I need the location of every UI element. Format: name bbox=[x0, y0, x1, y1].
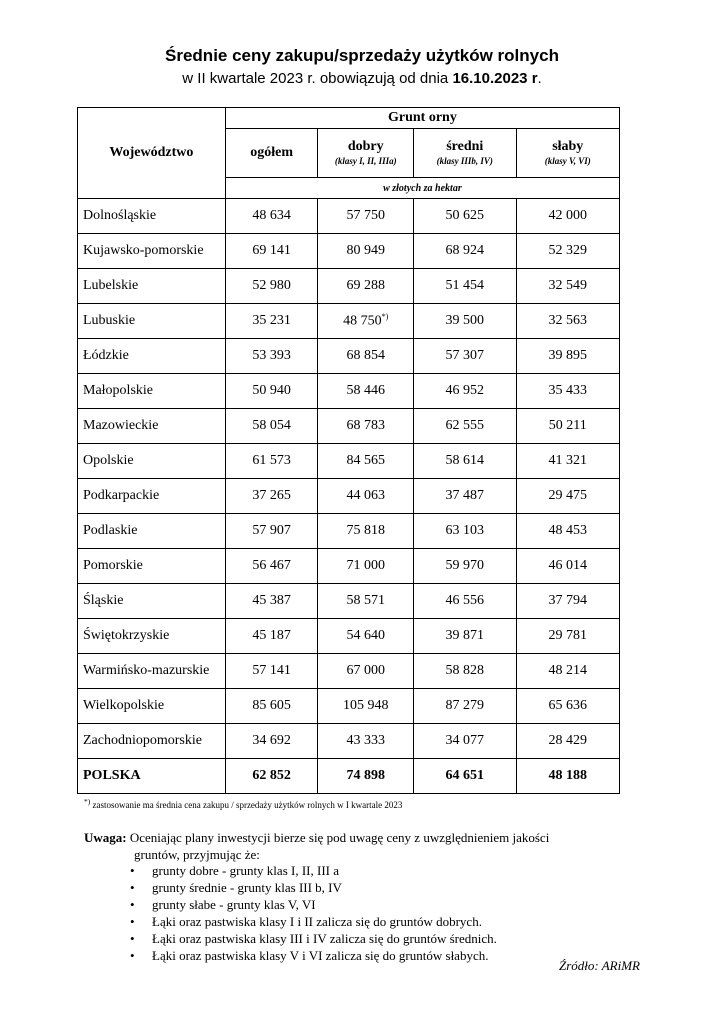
price-value: 37 265 bbox=[252, 488, 291, 503]
price-cell bbox=[414, 584, 517, 619]
price-value: 35 433 bbox=[548, 383, 587, 398]
list-item-text: Łąki oraz pastwiska klasy III i IV zalicza się do gruntów średnich. bbox=[152, 931, 497, 946]
price-cell bbox=[414, 374, 517, 409]
table-body bbox=[78, 199, 620, 794]
price-value: 68 924 bbox=[445, 243, 484, 258]
region-name: Mazowieckie bbox=[78, 409, 226, 444]
price-cell bbox=[318, 689, 414, 724]
header-region: Województwo bbox=[78, 108, 226, 199]
table-row bbox=[78, 269, 620, 304]
price-cell bbox=[414, 304, 517, 339]
price-cell bbox=[318, 724, 414, 759]
price-value: 61 573 bbox=[252, 453, 291, 468]
price-value: 45 187 bbox=[252, 628, 291, 643]
price-value: 58 446 bbox=[346, 383, 385, 398]
price-cell bbox=[225, 724, 318, 759]
bullet-icon: • bbox=[130, 948, 135, 963]
table-row bbox=[78, 444, 620, 479]
price-value: 84 565 bbox=[346, 453, 385, 468]
price-value: 39 500 bbox=[445, 313, 484, 328]
footnote-mark: *) bbox=[84, 797, 91, 806]
price-cell bbox=[414, 444, 517, 479]
price-cell bbox=[414, 514, 517, 549]
price-cell bbox=[516, 374, 619, 409]
price-cell bbox=[225, 689, 318, 724]
price-cell bbox=[516, 514, 619, 549]
region-name: Śląskie bbox=[78, 584, 226, 619]
list-item-text: Łąki oraz pastwiska klasy V i VI zalicza się do gruntów słabych. bbox=[152, 948, 489, 963]
subtitle-date: 16.10.2023 r bbox=[452, 70, 538, 87]
footnote bbox=[84, 797, 402, 810]
price-value: 57 907 bbox=[252, 523, 291, 538]
price-cell bbox=[516, 759, 619, 794]
price-value: 37 794 bbox=[548, 593, 587, 608]
region-name: POLSKA bbox=[78, 759, 226, 794]
price-cell bbox=[318, 514, 414, 549]
price-cell bbox=[516, 199, 619, 234]
price-cell bbox=[225, 619, 318, 654]
list-item-text: Łąki oraz pastwiska klasy I i II zalicza się do gruntów dobrych. bbox=[152, 914, 482, 929]
price-cell bbox=[414, 409, 517, 444]
region-name: Świętokrzyskie bbox=[78, 619, 226, 654]
price-value: 64 651 bbox=[445, 768, 484, 783]
price-value: 58 614 bbox=[445, 453, 484, 468]
price-cell bbox=[318, 304, 414, 339]
price-value: 50 211 bbox=[548, 418, 587, 433]
note-list bbox=[130, 862, 497, 964]
price-value: 42 000 bbox=[548, 208, 587, 223]
price-cell bbox=[225, 759, 318, 794]
price-cell bbox=[516, 479, 619, 514]
table-row bbox=[78, 234, 620, 269]
col-label: słaby bbox=[552, 139, 584, 154]
col-label: średni bbox=[446, 139, 484, 154]
list-item bbox=[130, 879, 497, 896]
price-value: 29 781 bbox=[548, 628, 587, 643]
price-value: 48 214 bbox=[548, 663, 587, 678]
price-cell bbox=[318, 549, 414, 584]
price-cell bbox=[225, 269, 318, 304]
price-cell bbox=[414, 759, 517, 794]
note-label: Uwaga: bbox=[84, 830, 127, 845]
region-name: Wielkopolskie bbox=[78, 689, 226, 724]
price-value: 67 000 bbox=[346, 663, 385, 678]
price-value: 62 555 bbox=[445, 418, 484, 433]
price-cell bbox=[414, 199, 517, 234]
header-col-weak bbox=[516, 129, 619, 178]
price-cell bbox=[318, 199, 414, 234]
price-value: 39 895 bbox=[548, 348, 587, 363]
col-sublabel: (klasy V, VI) bbox=[544, 156, 591, 166]
price-value: 69 288 bbox=[346, 278, 385, 293]
price-value: 105 948 bbox=[342, 698, 389, 713]
price-cell bbox=[318, 269, 414, 304]
region-name: Pomorskie bbox=[78, 549, 226, 584]
price-cell bbox=[318, 234, 414, 269]
price-cell bbox=[225, 584, 318, 619]
price-cell bbox=[318, 444, 414, 479]
subtitle-suffix: . bbox=[537, 70, 542, 87]
region-name: Lubelskie bbox=[78, 269, 226, 304]
price-cell bbox=[414, 339, 517, 374]
price-cell bbox=[414, 724, 517, 759]
price-value: 50 940 bbox=[252, 383, 291, 398]
price-value: 28 429 bbox=[548, 733, 587, 748]
price-cell bbox=[318, 619, 414, 654]
price-cell bbox=[318, 584, 414, 619]
price-cell bbox=[516, 444, 619, 479]
price-cell bbox=[318, 759, 414, 794]
price-value: 48 634 bbox=[252, 208, 291, 223]
note-block bbox=[84, 829, 624, 863]
price-cell bbox=[225, 409, 318, 444]
price-cell bbox=[225, 234, 318, 269]
table-row bbox=[78, 199, 620, 234]
price-cell bbox=[225, 304, 318, 339]
price-value: 29 475 bbox=[548, 488, 587, 503]
price-value: 54 640 bbox=[346, 628, 385, 643]
price-value: 48 453 bbox=[548, 523, 587, 538]
table-row bbox=[78, 304, 620, 339]
unit-label: w złotych za hektar bbox=[225, 178, 619, 199]
price-cell bbox=[225, 374, 318, 409]
footnote-text: zastosowanie ma średnia cena zakupu / sprzedaży użytków rolnych w I kwartale 2023 bbox=[90, 800, 403, 810]
price-cell bbox=[225, 444, 318, 479]
price-value: 75 818 bbox=[346, 523, 385, 538]
subtitle-prefix: w II kwartale 2023 r. obowiązują od dnia bbox=[182, 70, 453, 87]
price-value: 80 949 bbox=[346, 243, 385, 258]
col-label: ogółem bbox=[250, 145, 294, 160]
price-value: 45 387 bbox=[252, 593, 291, 608]
price-cell bbox=[225, 549, 318, 584]
price-cell bbox=[516, 549, 619, 584]
region-name: Kujawsko-pomorskie bbox=[78, 234, 226, 269]
price-cell bbox=[516, 619, 619, 654]
price-value: 87 279 bbox=[445, 698, 484, 713]
table-row bbox=[78, 619, 620, 654]
price-cell bbox=[414, 689, 517, 724]
price-cell bbox=[516, 654, 619, 689]
note-line2: gruntów, przyjmując że: bbox=[134, 847, 260, 862]
bullet-icon: • bbox=[130, 897, 135, 912]
price-value: 62 852 bbox=[252, 768, 291, 783]
price-cell bbox=[414, 549, 517, 584]
list-item bbox=[130, 896, 497, 913]
bullet-icon: • bbox=[130, 863, 135, 878]
price-value: 44 063 bbox=[346, 488, 385, 503]
price-value: 34 077 bbox=[445, 733, 484, 748]
price-value: 69 141 bbox=[252, 243, 291, 258]
price-value: 71 000 bbox=[346, 558, 385, 573]
header-group-arable: Grunt orny bbox=[225, 108, 619, 129]
header-col-total bbox=[225, 129, 318, 178]
header-col-good bbox=[318, 129, 414, 178]
price-cell bbox=[516, 304, 619, 339]
price-value: 46 556 bbox=[445, 593, 484, 608]
table-row bbox=[78, 724, 620, 759]
price-value: 56 467 bbox=[252, 558, 291, 573]
price-cell bbox=[516, 689, 619, 724]
price-value: 48 750 bbox=[343, 313, 382, 329]
price-value: 58 054 bbox=[252, 418, 291, 433]
price-value: 43 333 bbox=[346, 733, 385, 748]
price-value: 59 970 bbox=[445, 558, 484, 573]
bullet-icon: • bbox=[130, 914, 135, 929]
price-value: 51 454 bbox=[445, 278, 484, 293]
note-marker: *) bbox=[381, 312, 389, 322]
page-subtitle bbox=[0, 70, 724, 87]
region-name: Zachodniopomorskie bbox=[78, 724, 226, 759]
price-value: 50 625 bbox=[445, 208, 484, 223]
price-value: 46 952 bbox=[445, 383, 484, 398]
price-cell bbox=[225, 514, 318, 549]
source-label: Źródło: ARiMR bbox=[558, 958, 640, 973]
list-item bbox=[130, 862, 497, 879]
price-value: 68 854 bbox=[346, 348, 385, 363]
total-row bbox=[78, 759, 620, 794]
list-item-text: grunty słabe - grunty klas V, VI bbox=[152, 897, 316, 912]
price-value: 48 188 bbox=[548, 768, 587, 783]
price-value: 32 563 bbox=[548, 313, 587, 328]
price-cell bbox=[318, 374, 414, 409]
price-cell bbox=[225, 339, 318, 374]
price-value: 39 871 bbox=[445, 628, 484, 643]
price-cell bbox=[414, 654, 517, 689]
region-name: Lubuskie bbox=[78, 304, 226, 339]
price-value: 58 828 bbox=[445, 663, 484, 678]
table-row bbox=[78, 374, 620, 409]
price-value: 32 549 bbox=[548, 278, 587, 293]
price-cell bbox=[516, 409, 619, 444]
price-cell bbox=[414, 479, 517, 514]
price-value: 53 393 bbox=[252, 348, 291, 363]
price-table bbox=[77, 107, 620, 794]
region-name: Opolskie bbox=[78, 444, 226, 479]
price-value: 41 321 bbox=[548, 453, 587, 468]
price-value: 57 307 bbox=[445, 348, 484, 363]
list-item-text: grunty średnie - grunty klas III b, IV bbox=[152, 880, 342, 895]
price-cell bbox=[318, 479, 414, 514]
price-cell bbox=[516, 269, 619, 304]
table-row bbox=[78, 479, 620, 514]
list-item-text: grunty dobre - grunty klas I, II, III a bbox=[152, 863, 339, 878]
region-name: Dolnośląskie bbox=[78, 199, 226, 234]
price-cell bbox=[318, 654, 414, 689]
price-cell bbox=[516, 724, 619, 759]
region-name: Łódzkie bbox=[78, 339, 226, 374]
price-value: 35 231 bbox=[252, 313, 291, 328]
list-item bbox=[130, 947, 497, 964]
col-label: dobry bbox=[347, 139, 384, 154]
list-item bbox=[130, 913, 497, 930]
table-row bbox=[78, 339, 620, 374]
table-row bbox=[78, 514, 620, 549]
price-value: 63 103 bbox=[445, 523, 484, 538]
col-sublabel: (klasy IIIb, IV) bbox=[436, 156, 493, 166]
note-intro bbox=[84, 829, 624, 846]
list-item bbox=[130, 930, 497, 947]
price-cell bbox=[516, 339, 619, 374]
price-value: 68 783 bbox=[346, 418, 385, 433]
price-cell bbox=[318, 339, 414, 374]
bullet-icon: • bbox=[130, 880, 135, 895]
price-cell bbox=[225, 479, 318, 514]
region-name: Warmińsko-mazurskie bbox=[78, 654, 226, 689]
region-name: Podlaskie bbox=[78, 514, 226, 549]
note-line1: Oceniając plany inwestycji bierze się pod uwagę ceny z uwzględnieniem jakości bbox=[126, 830, 550, 845]
price-cell bbox=[225, 199, 318, 234]
price-cell bbox=[414, 269, 517, 304]
col-sublabel: (klasy I, II, IIIa) bbox=[334, 156, 397, 166]
region-name: Małopolskie bbox=[78, 374, 226, 409]
price-value: 57 750 bbox=[346, 208, 385, 223]
price-value: 52 329 bbox=[548, 243, 587, 258]
price-cell bbox=[516, 584, 619, 619]
price-value: 58 571 bbox=[346, 593, 385, 608]
price-value: 74 898 bbox=[346, 768, 385, 783]
price-cell bbox=[414, 234, 517, 269]
price-value: 65 636 bbox=[548, 698, 587, 713]
price-value: 34 692 bbox=[252, 733, 291, 748]
price-value: 57 141 bbox=[252, 663, 291, 678]
price-value: 85 605 bbox=[252, 698, 291, 713]
price-cell bbox=[414, 619, 517, 654]
price-cell bbox=[318, 409, 414, 444]
region-name: Podkarpackie bbox=[78, 479, 226, 514]
price-value: 37 487 bbox=[445, 488, 484, 503]
table-row bbox=[78, 409, 620, 444]
price-value: 52 980 bbox=[252, 278, 291, 293]
table-row bbox=[78, 549, 620, 584]
price-value: 46 014 bbox=[548, 558, 587, 573]
price-cell bbox=[225, 654, 318, 689]
bullet-icon: • bbox=[130, 931, 135, 946]
table-row bbox=[78, 689, 620, 724]
table-row bbox=[78, 654, 620, 689]
price-cell bbox=[516, 234, 619, 269]
header-col-medium bbox=[414, 129, 517, 178]
page-title: Średnie ceny zakupu/sprzedaży użytków rolnych bbox=[165, 46, 559, 65]
table-row bbox=[78, 584, 620, 619]
